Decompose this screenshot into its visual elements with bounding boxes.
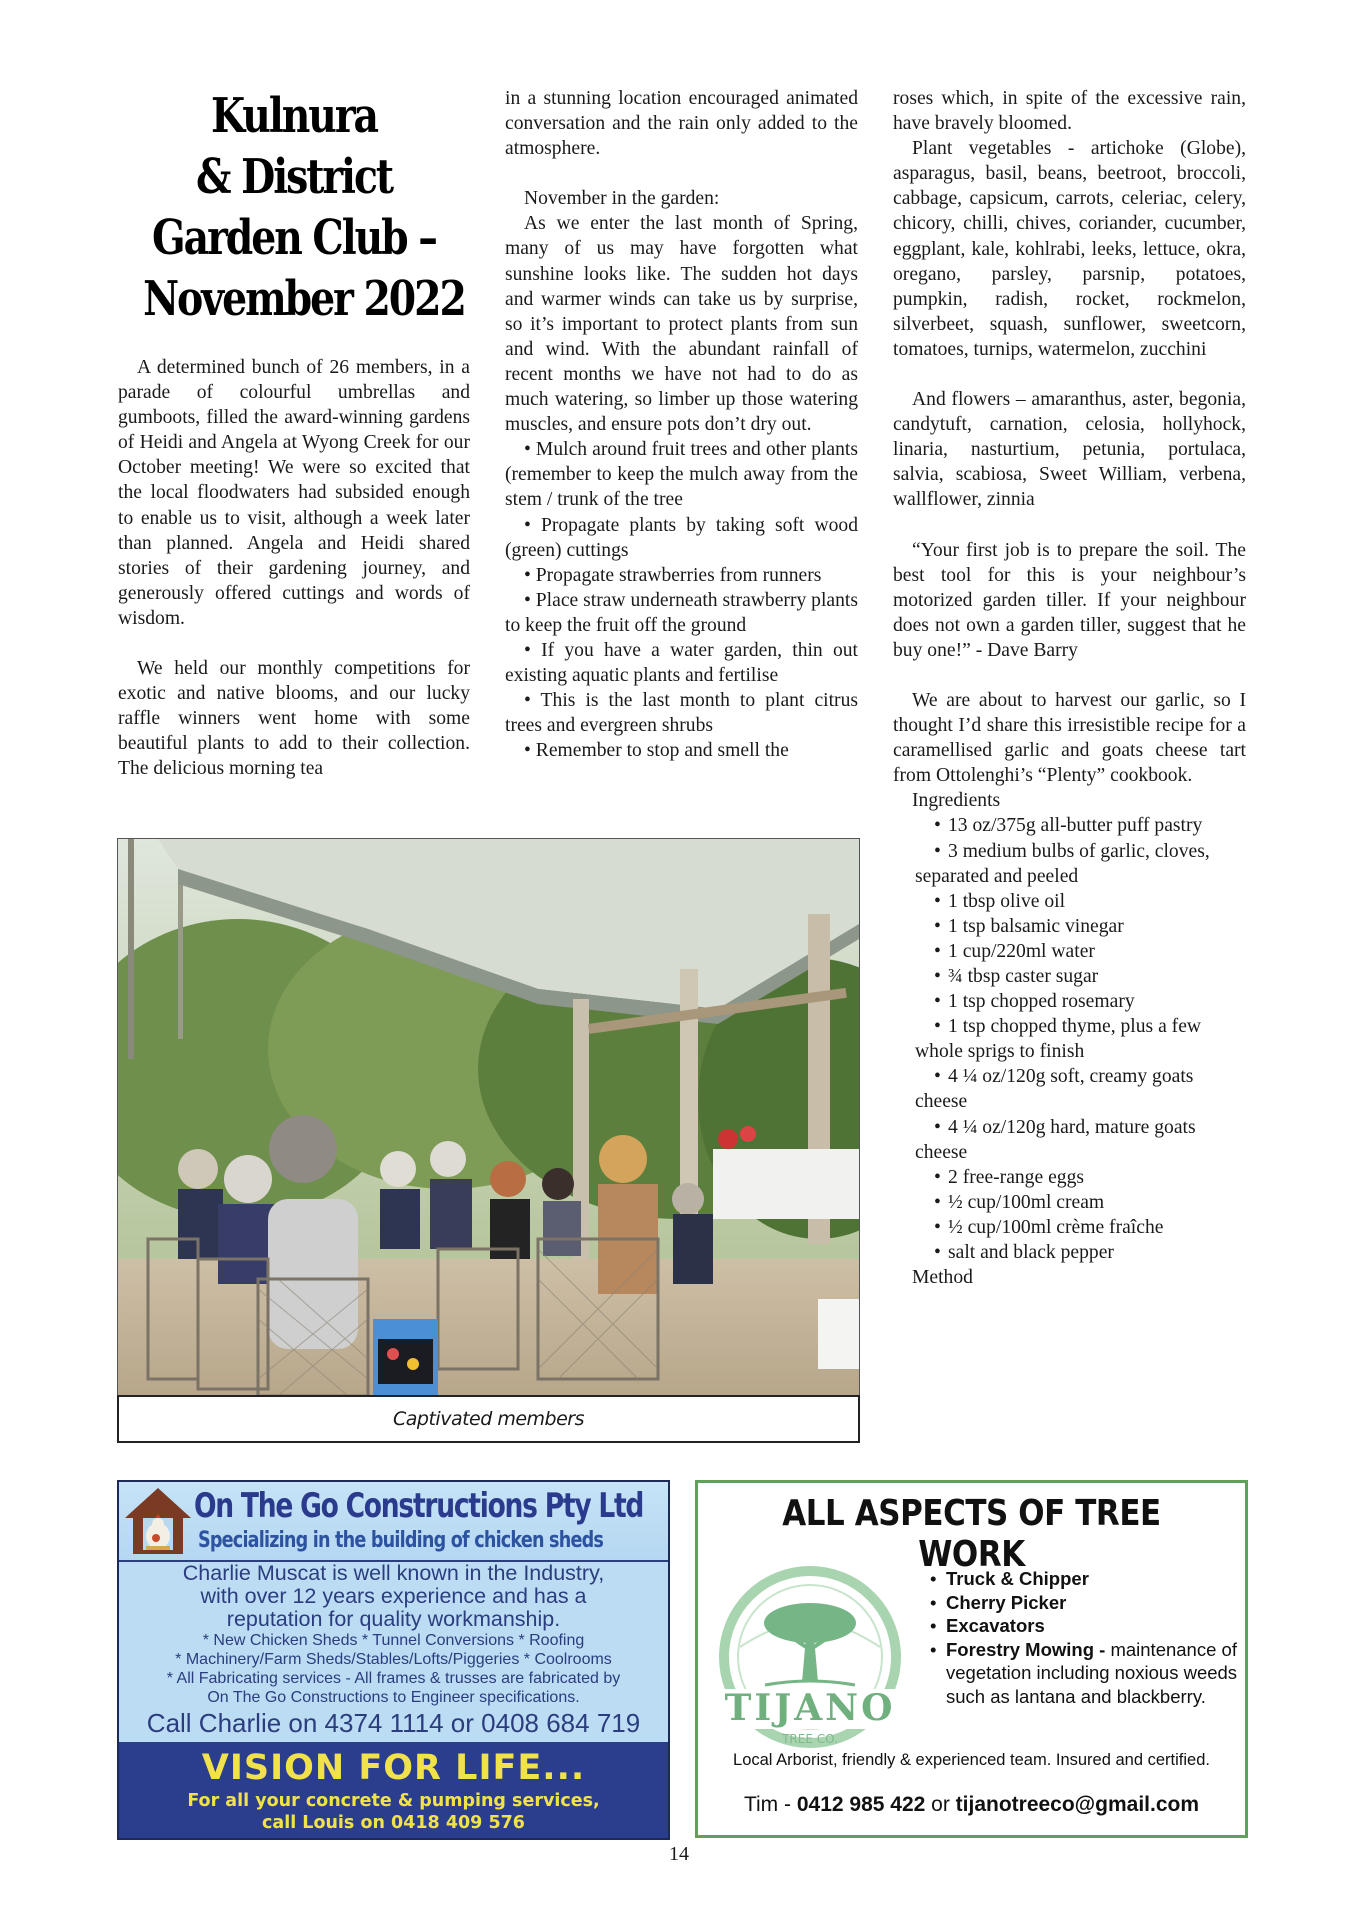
ingredient-item: • 1 tsp chopped rosemary xyxy=(934,991,1135,1013)
ad-body-line: with over 12 years experience and has a xyxy=(200,1584,587,1608)
vision-headline: VISION FOR LIFE... xyxy=(201,1748,586,1788)
article-column-1 xyxy=(118,355,470,782)
paragraph-vegetables: Plant vegetables - artichoke (Globe), asparagus, basil, beans, beetroot, broccoli, cabbage, capsicum, carrots, celeriac, celery, chicory, chilli, chives, coriander, cucumber, eggplant, kale, kohlrabi, leeks, lettuce, okra, oregano, parsley, parsnip, potatoes, pumpkin, radish, rocket, rockmelon, silverbeet, squash, sunflower, sweetcorn, tomatoes, turnips, watermelon, zucchini xyxy=(893,138,1246,360)
ingredient-item: • 13 oz/375g all-butter puff pastry xyxy=(934,815,1203,837)
ingredient-item: • 2 free-range eggs xyxy=(934,1166,1084,1188)
ad-body xyxy=(119,1562,668,1739)
method-heading: Method xyxy=(912,1267,973,1289)
tijano-tree-logo xyxy=(710,1557,910,1757)
ad-header xyxy=(119,1482,668,1562)
contact-or: or xyxy=(925,1793,956,1816)
quote-dave-barry: “Your first job is to prepare the soil. The best tool for this is your neighbour’s motorized garden tiller. If your neighbour does not own a garden tiller, suggest that he buy one!” - Dave Barry xyxy=(893,539,1246,661)
company-name: On The Go Constructions Pty Ltd xyxy=(194,1486,644,1526)
ad-service-line: * Machinery/Farm Sheds/Stables/Lofts/Piggeries * Coolrooms xyxy=(175,1651,612,1668)
tip-item: • Place straw underneath strawberry plants to keep the fruit off the ground xyxy=(505,589,858,636)
ingredient-item: • 1 cup/220ml water xyxy=(934,940,1095,962)
title-line: Kulnura xyxy=(210,88,378,144)
photo-illustration xyxy=(118,839,859,1396)
tree-services-list xyxy=(926,1567,1246,1708)
title-line: & District xyxy=(195,149,393,205)
tree-ad-contact xyxy=(698,1793,1245,1817)
tree-ad-tagline: Local Arborist, friendly & experienced team. Insured and certified. xyxy=(733,1751,1210,1769)
vision-line: For all your concrete & pumping services, xyxy=(187,1791,600,1811)
title-line: Garden Club – xyxy=(152,210,436,266)
ingredients-heading: Ingredients xyxy=(912,790,1001,812)
tijano-logo-subtext: TREE CO. xyxy=(782,1732,838,1746)
ad-body-line: Charlie Muscat is well known in the Industry, xyxy=(182,1561,605,1585)
ad-service-line: * New Chicken Sheds * Tunnel Conversions * Roofing xyxy=(202,1632,585,1649)
article-column-2 xyxy=(505,86,858,763)
tree-service-item: • Excavators xyxy=(946,1614,1246,1638)
paragraph-spring: As we enter the last month of Spring, many of us may have forgotten what sunshine looks like. The sudden hot days and warmer winds can take us by surprise, so it’s important to protect plants from sun and wind. With the abundant rainfall of recent months we have not had to do as much watering, so limber up those watering muscles, and ensure pots don’t dry out. xyxy=(505,213,858,436)
contact-email: tijanotreeco@gmail.com xyxy=(955,1793,1200,1816)
ingredient-item: • 4 ¼ oz/120g soft, creamy goats cheese xyxy=(915,1066,1194,1113)
section-heading-november: November in the garden: xyxy=(524,188,720,210)
tip-item: • Propagate plants by taking soft wood (green) cuttings xyxy=(505,514,858,561)
ad-body-line: reputation for quality workmanship. xyxy=(226,1607,561,1631)
ingredient-item: • 1 tsp chopped thyme, plus a few whole sprigs to finish xyxy=(915,1016,1202,1063)
ingredient-item: • ½ cup/100ml cream xyxy=(934,1191,1105,1213)
paragraph-meeting: A determined bunch of 26 members, in a parade of colourful umbrellas and gumboots, filled the award-winning gardens of Heidi and Angela at Wyong Creek for our October meeting! We were so excited that the local floodwaters had subsided enough to enable us to visit, although a week later than planned. Angela and Heidi shared stories of their gardening journey, and generously offered cuttings and words of wisdom. xyxy=(118,357,470,629)
vision-line: call Louis on 0418 409 576 xyxy=(262,1813,525,1833)
ad-tijano-tree-co xyxy=(695,1480,1248,1838)
tree-service-item: • Truck & Chipper xyxy=(946,1567,1246,1591)
tijano-logo-text: TIJANO xyxy=(724,1687,896,1729)
company-tagline: Specializing in the building of chicken sheds xyxy=(198,1528,604,1553)
chicken-house-icon xyxy=(121,1484,195,1558)
tree-service-item: • Cherry Picker xyxy=(946,1591,1246,1615)
tree-service-item: • Forestry Mowing - maintenance of vegetation including noxious weeds such as lantana and blackberry. xyxy=(946,1638,1246,1709)
contact-phone: 0412 985 422 xyxy=(796,1793,926,1816)
vision-for-life-banner xyxy=(119,1742,668,1838)
ingredient-item: • 1 tsp balsamic vinegar xyxy=(934,915,1124,937)
ingredient-item: • ½ cup/100ml crème fraîche xyxy=(934,1216,1164,1238)
ad-service-line: * All Fabricating services - All frames & trusses are fabricated by xyxy=(166,1670,621,1687)
ingredient-item: • 4 ¼ oz/120g hard, mature goats cheese xyxy=(915,1116,1196,1163)
title-line: November 2022 xyxy=(143,271,465,327)
paragraph-recipe-intro: We are about to harvest our garlic, so I thought I’d share this irresistible recipe for a caramellised garlic and goats cheese tart from Ottolenghi’s “Plenty” cookbook. xyxy=(893,689,1246,787)
ad-service-line: On The Go Constructions to Engineer specifications. xyxy=(207,1689,580,1706)
tip-item: • If you have a water garden, thin out existing aquatic plants and fertilise xyxy=(505,639,858,687)
contact-name: Tim - xyxy=(743,1793,797,1816)
garden-meeting-photo xyxy=(117,838,860,1396)
page-number: 14 xyxy=(669,1843,689,1865)
tip-item: • Remember to stop and smell the xyxy=(524,740,789,762)
article-column-3 xyxy=(893,86,1246,1290)
ad-on-the-go-constructions xyxy=(117,1480,670,1840)
paragraph-roses: roses which, in spite of the excessive rain, have bravely bloomed. xyxy=(893,88,1246,135)
ingredient-item: • 3 medium bulbs of garlic, cloves, separated and peeled xyxy=(915,840,1210,887)
ingredient-item: • salt and black pepper xyxy=(934,1242,1114,1264)
ad-call-line: Call Charlie on 4374 1114 or 0408 684 719 xyxy=(146,1708,641,1738)
tree-ad-headline: ALL ASPECTS OF TREE WORK xyxy=(782,1493,1161,1575)
ingredients-list xyxy=(893,813,1246,1265)
paragraph-competitions: We held our monthly competitions for exotic and native blooms, and our lucky raffle winners went home with some beautiful plants to add to their collection. The delicious morning tea xyxy=(118,658,470,780)
paragraph-flowers: And flowers – amaranthus, aster, begonia, candytuft, carnation, celosia, hollyhock, linaria, nasturtium, petunia, portulaca, salvia, scabiosa, Sweet William, verbena, wallflower, zinnia xyxy=(893,389,1246,511)
tip-item: • This is the last month to plant citrus trees and evergreen shrubs xyxy=(505,690,858,737)
ingredient-item: • 1 tbsp olive oil xyxy=(934,890,1066,912)
tip-item: • Propagate strawberries from runners xyxy=(524,564,822,586)
ingredient-item: • ¾ tbsp caster sugar xyxy=(934,966,1099,987)
photo-caption: Captivated members xyxy=(117,1395,860,1443)
tip-item: • Mulch around fruit trees and other plants (remember to keep the mulch away from the stem / trunk of the tree xyxy=(505,439,858,511)
article-title xyxy=(143,86,465,330)
paragraph-continued: in a stunning location encouraged animated conversation and the rain only added to the atmosphere. xyxy=(505,88,858,160)
